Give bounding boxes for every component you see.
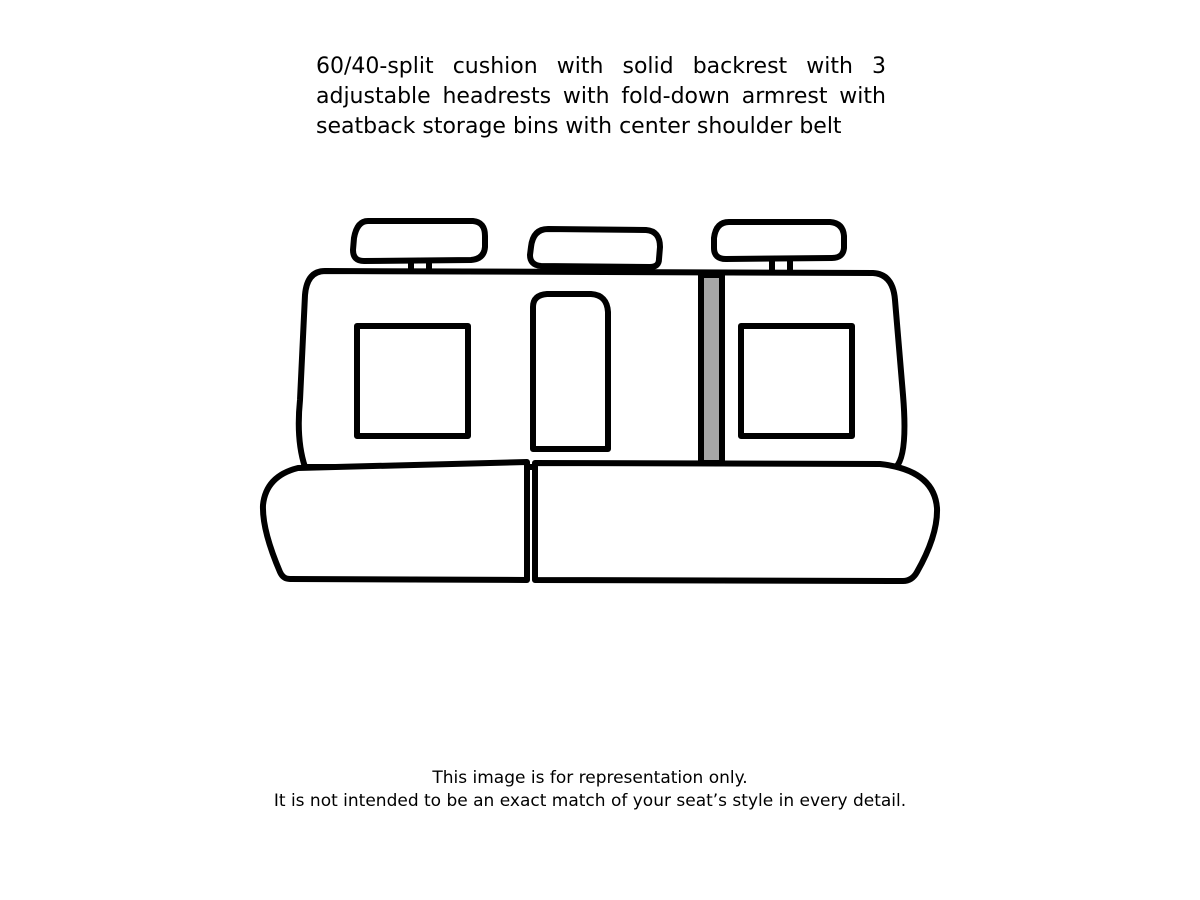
cushion-right-60	[535, 463, 937, 581]
headrest-right	[714, 222, 844, 259]
storage-bin-left	[357, 326, 468, 436]
seat-description: 60/40-split cushion with solid backrest with 3 adjustable headrests with fold-down armrest with seatback storage bins with center shoulder belt	[316, 54, 886, 139]
fold-down-armrest	[533, 294, 608, 449]
disclaimer	[0, 767, 1180, 813]
headrest-left	[353, 221, 485, 261]
disclaimer-line-1: This image is for representation only.	[432, 768, 748, 788]
cushion-left-40	[263, 462, 527, 580]
headrest-center	[530, 229, 660, 267]
center-shoulder-belt	[701, 275, 722, 463]
disclaimer-line-2: It is not intended to be an exact match of your seat’s style in every detail.	[273, 791, 907, 811]
storage-bin-right	[741, 326, 852, 436]
